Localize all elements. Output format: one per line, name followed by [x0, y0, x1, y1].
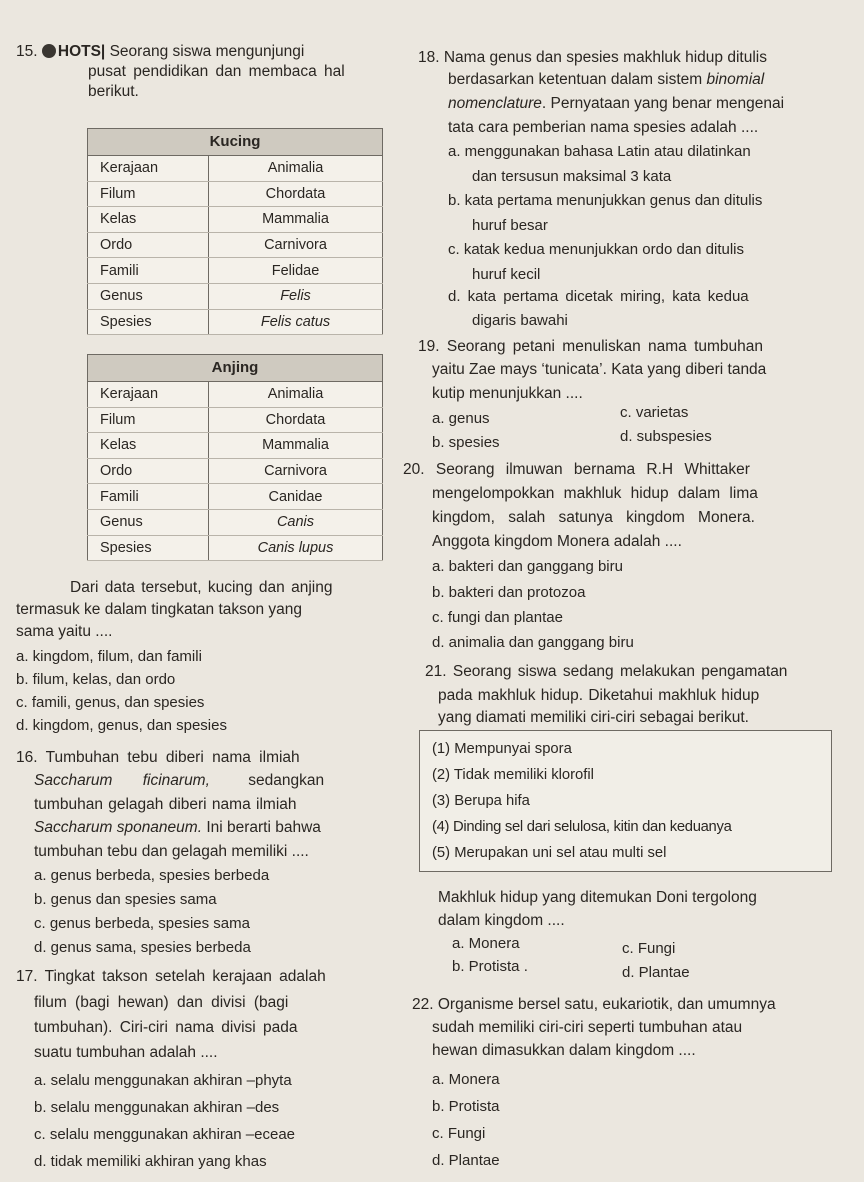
q21-line2: pada makhluk hidup. Diketahui makhluk hidup — [438, 687, 760, 704]
q22-option-a[interactable]: a. Monera — [432, 1071, 500, 1088]
hots-icon — [42, 44, 56, 58]
rank-cell: Kelas — [88, 207, 209, 233]
value-cell: Canis — [209, 509, 383, 535]
q16-species-name: ficinarum, — [142, 772, 210, 789]
table-row — [88, 181, 383, 207]
q15-number: 15. — [16, 43, 38, 60]
value-cell: Canis lupus — [209, 535, 383, 561]
q17-option-c[interactable]: c. selalu menggunakan akhiran –eceae — [34, 1126, 296, 1143]
table-row — [88, 207, 383, 233]
rank-cell: Genus — [88, 509, 209, 535]
q17-option-d[interactable]: d. tidak memiliki akhiran yang khas — [34, 1153, 267, 1170]
q16-genus-name: Saccharum — [34, 772, 113, 789]
q18-line4: tata cara pemberian nama spesies adalah .... — [448, 119, 759, 136]
q20-option-a[interactable]: a. bakteri dan ganggang biru — [432, 558, 623, 575]
q15-stem1: Dari data tersebut, kucing dan anjing — [70, 579, 333, 596]
q18-option-b[interactable]: b. kata pertama menunjukkan genus dan ditulis — [448, 192, 763, 209]
q22-line2: sudah memiliki ciri-ciri seperti tumbuhan atau — [432, 1019, 743, 1036]
q16-conj: sedangkan — [248, 772, 325, 789]
q15-stem2: termasuk ke dalam tingkatan takson yang — [16, 601, 303, 618]
rank-cell: Ordo — [88, 232, 209, 258]
value-cell: Felis catus — [209, 309, 383, 335]
rank-cell: Spesies — [88, 535, 209, 561]
q22-option-c[interactable]: c. Fungi — [432, 1125, 486, 1142]
q18-line3 — [448, 94, 784, 113]
q17-line4: suatu tumbuhan adalah .... — [34, 1044, 218, 1061]
q22-line3: hewan dimasukkan dalam kingdom .... — [432, 1042, 696, 1059]
q18-option-c[interactable]: c. katak kedua menunjukkan ordo dan ditulis — [448, 241, 745, 258]
q22-option-d[interactable]: d. Plantae — [432, 1152, 500, 1169]
rank-cell: Kelas — [88, 433, 209, 459]
rank-cell: Famili — [88, 484, 209, 510]
value-cell: Chordata — [209, 181, 383, 207]
value-cell: Felis — [209, 283, 383, 309]
q21-option-b[interactable]: b. Protista . — [452, 958, 528, 975]
q16-line2 — [34, 771, 324, 790]
table-row — [88, 258, 383, 284]
value-cell: Carnivora — [209, 232, 383, 258]
rank-cell: Filum — [88, 181, 209, 207]
taxonomy-table-cat — [87, 128, 383, 335]
q18-line2 — [448, 70, 764, 89]
q16-line1: 16. Tumbuhan tebu diberi nama ilmiah — [16, 749, 300, 766]
trait-item: (2) Tidak memiliki klorofil — [432, 767, 594, 783]
q16-line4 — [34, 818, 321, 837]
value-cell: Carnivora — [209, 458, 383, 484]
rank-cell: Filum — [88, 407, 209, 433]
table-row — [88, 407, 383, 433]
q18-line2-text: berdasarkan ketentuan dalam sistem — [448, 71, 707, 88]
q17-line3: tumbuhan). Ciri-ciri nama divisi pada — [34, 1019, 298, 1036]
q19-option-b[interactable]: b. spesies — [432, 434, 500, 451]
q15-header — [16, 42, 304, 61]
q16-option-b[interactable]: b. genus dan spesies sama — [34, 891, 217, 908]
rank-cell: Kerajaan — [88, 382, 209, 408]
q19-line2: yaitu Zae mays ‘tunicata’. Kata yang diberi tanda — [432, 361, 767, 378]
q19-option-d[interactable]: d. subspesies — [620, 428, 712, 445]
q19-line3: kutip menunjukkan .... — [432, 385, 583, 402]
q16-option-a[interactable]: a. genus berbeda, spesies berbeda — [34, 867, 270, 884]
value-cell: Mammalia — [209, 207, 383, 233]
table-row — [88, 309, 383, 335]
q17-option-a[interactable]: a. selalu menggunakan akhiran –phyta — [34, 1072, 292, 1089]
q21-stem2: dalam kingdom .... — [438, 912, 565, 929]
q16-option-d[interactable]: d. genus sama, spesies berbeda — [34, 939, 251, 956]
q15-option-a[interactable]: a. kingdom, filum, dan famili — [16, 648, 202, 665]
q16-line4-rest: Ini berarti bahwa — [202, 819, 321, 836]
q18-option-d[interactable]: d. kata pertama dicetak miring, kata kedua — [448, 288, 749, 305]
q19-option-c[interactable]: c. varietas — [620, 404, 689, 421]
q22-option-b[interactable]: b. Protista — [432, 1098, 500, 1115]
rank-cell: Genus — [88, 283, 209, 309]
rank-cell: Famili — [88, 258, 209, 284]
q18-line1: 18. Nama genus dan spesies makhluk hidup ditulis — [418, 49, 767, 66]
table-row — [88, 535, 383, 561]
q16-line5: tumbuhan tebu dan gelagah memiliki .... — [34, 843, 309, 860]
q18-binomial: binomial — [706, 71, 765, 88]
table-row — [88, 156, 383, 182]
trait-item: (3) Berupa hifa — [432, 793, 530, 809]
value-cell: Animalia — [209, 382, 383, 408]
q19-line1: 19. Seorang petani menuliskan nama tumbuhan — [418, 338, 764, 355]
q15-line1: Seorang siswa mengunjungi — [109, 43, 305, 60]
q18-option-d-cont: digaris bawahi — [472, 312, 568, 329]
q18-option-a[interactable]: a. menggunakan bahasa Latin atau dilatinkan — [448, 143, 751, 160]
q20-option-d[interactable]: d. animalia dan ganggang biru — [432, 634, 634, 651]
q16-sci-name: Saccharum sponaneum. — [34, 819, 203, 836]
q15-option-c[interactable]: c. famili, genus, dan spesies — [16, 694, 205, 711]
table-row — [88, 433, 383, 459]
q20-line3: kingdom, salah satunya kingdom Monera. — [432, 509, 755, 526]
q17-option-b[interactable]: b. selalu menggunakan akhiran –des — [34, 1099, 280, 1116]
q20-line1: 20. Seorang ilmuwan bernama R.H Whittaker — [403, 461, 750, 478]
q15-line2: pusat pendidikan dan membaca hal — [88, 63, 345, 80]
table-row — [88, 232, 383, 258]
q15-line3: berikut. — [88, 83, 139, 100]
q21-line3: yang diamati memiliki ciri-ciri sebagai berikut. — [438, 709, 749, 726]
table-row — [88, 484, 383, 510]
table-row — [88, 382, 383, 408]
table-row — [88, 283, 383, 309]
table-dog-title: Anjing — [88, 355, 383, 382]
q21-option-a[interactable]: a. Monera — [452, 935, 520, 952]
table-row — [88, 509, 383, 535]
q18-option-c-cont: huruf kecil — [472, 266, 541, 283]
q18-nomenclature: nomenclature — [448, 95, 542, 112]
table-cat-title: Kucing — [88, 129, 383, 156]
rank-cell: Ordo — [88, 458, 209, 484]
q20-line2: mengelompokkan makhluk hidup dalam lima — [432, 485, 758, 502]
q20-option-c[interactable]: c. fungi dan plantae — [432, 609, 563, 626]
q19-option-a[interactable]: a. genus — [432, 410, 490, 427]
value-cell: Canidae — [209, 484, 383, 510]
rank-cell: Spesies — [88, 309, 209, 335]
q21-traits-box — [419, 730, 832, 872]
rank-cell: Kerajaan — [88, 156, 209, 182]
q16-line3: tumbuhan gelagah diberi nama ilmiah — [34, 796, 297, 813]
taxonomy-table-dog — [87, 354, 383, 561]
q15-option-b[interactable]: b. filum, kelas, dan ordo — [16, 671, 176, 688]
q16-option-c[interactable]: c. genus berbeda, spesies sama — [34, 915, 250, 932]
q18-option-b-cont: huruf besar — [472, 217, 548, 234]
table-row — [88, 458, 383, 484]
q21-line1: 21. Seorang siswa sedang melakukan pengamatan — [425, 663, 788, 680]
trait-item: (5) Merupakan uni sel atau multi sel — [432, 845, 667, 861]
value-cell: Chordata — [209, 407, 383, 433]
q18-line3-text: . Pernyataan yang benar mengenai — [541, 95, 785, 112]
q15-option-d[interactable]: d. kingdom, genus, dan spesies — [16, 717, 227, 734]
q18-option-a-cont: dan tersusun maksimal 3 kata — [472, 168, 672, 185]
q21-option-c[interactable]: c. Fungi — [622, 940, 676, 957]
q17-line2: filum (bagi hewan) dan divisi (bagi — [34, 994, 289, 1011]
q15-hots-tag: HOTS| — [57, 43, 106, 60]
q21-stem1: Makhluk hidup yang ditemukan Doni tergolong — [438, 889, 757, 906]
trait-item: (4) Dinding sel dari selulosa, kitin dan keduanya — [432, 819, 732, 835]
trait-item: (1) Mempunyai spora — [432, 741, 572, 757]
q20-option-b[interactable]: b. bakteri dan protozoa — [432, 584, 586, 601]
q22-line1: 22. Organisme bersel satu, eukariotik, dan umumnya — [412, 996, 776, 1013]
q21-option-d[interactable]: d. Plantae — [622, 964, 690, 981]
value-cell: Mammalia — [209, 433, 383, 459]
q15-stem3: sama yaitu .... — [16, 623, 113, 640]
q20-line4: Anggota kingdom Monera adalah .... — [432, 533, 682, 550]
value-cell: Felidae — [209, 258, 383, 284]
q17-line1: 17. Tingkat takson setelah kerajaan adalah — [16, 968, 326, 985]
value-cell: Animalia — [209, 156, 383, 182]
